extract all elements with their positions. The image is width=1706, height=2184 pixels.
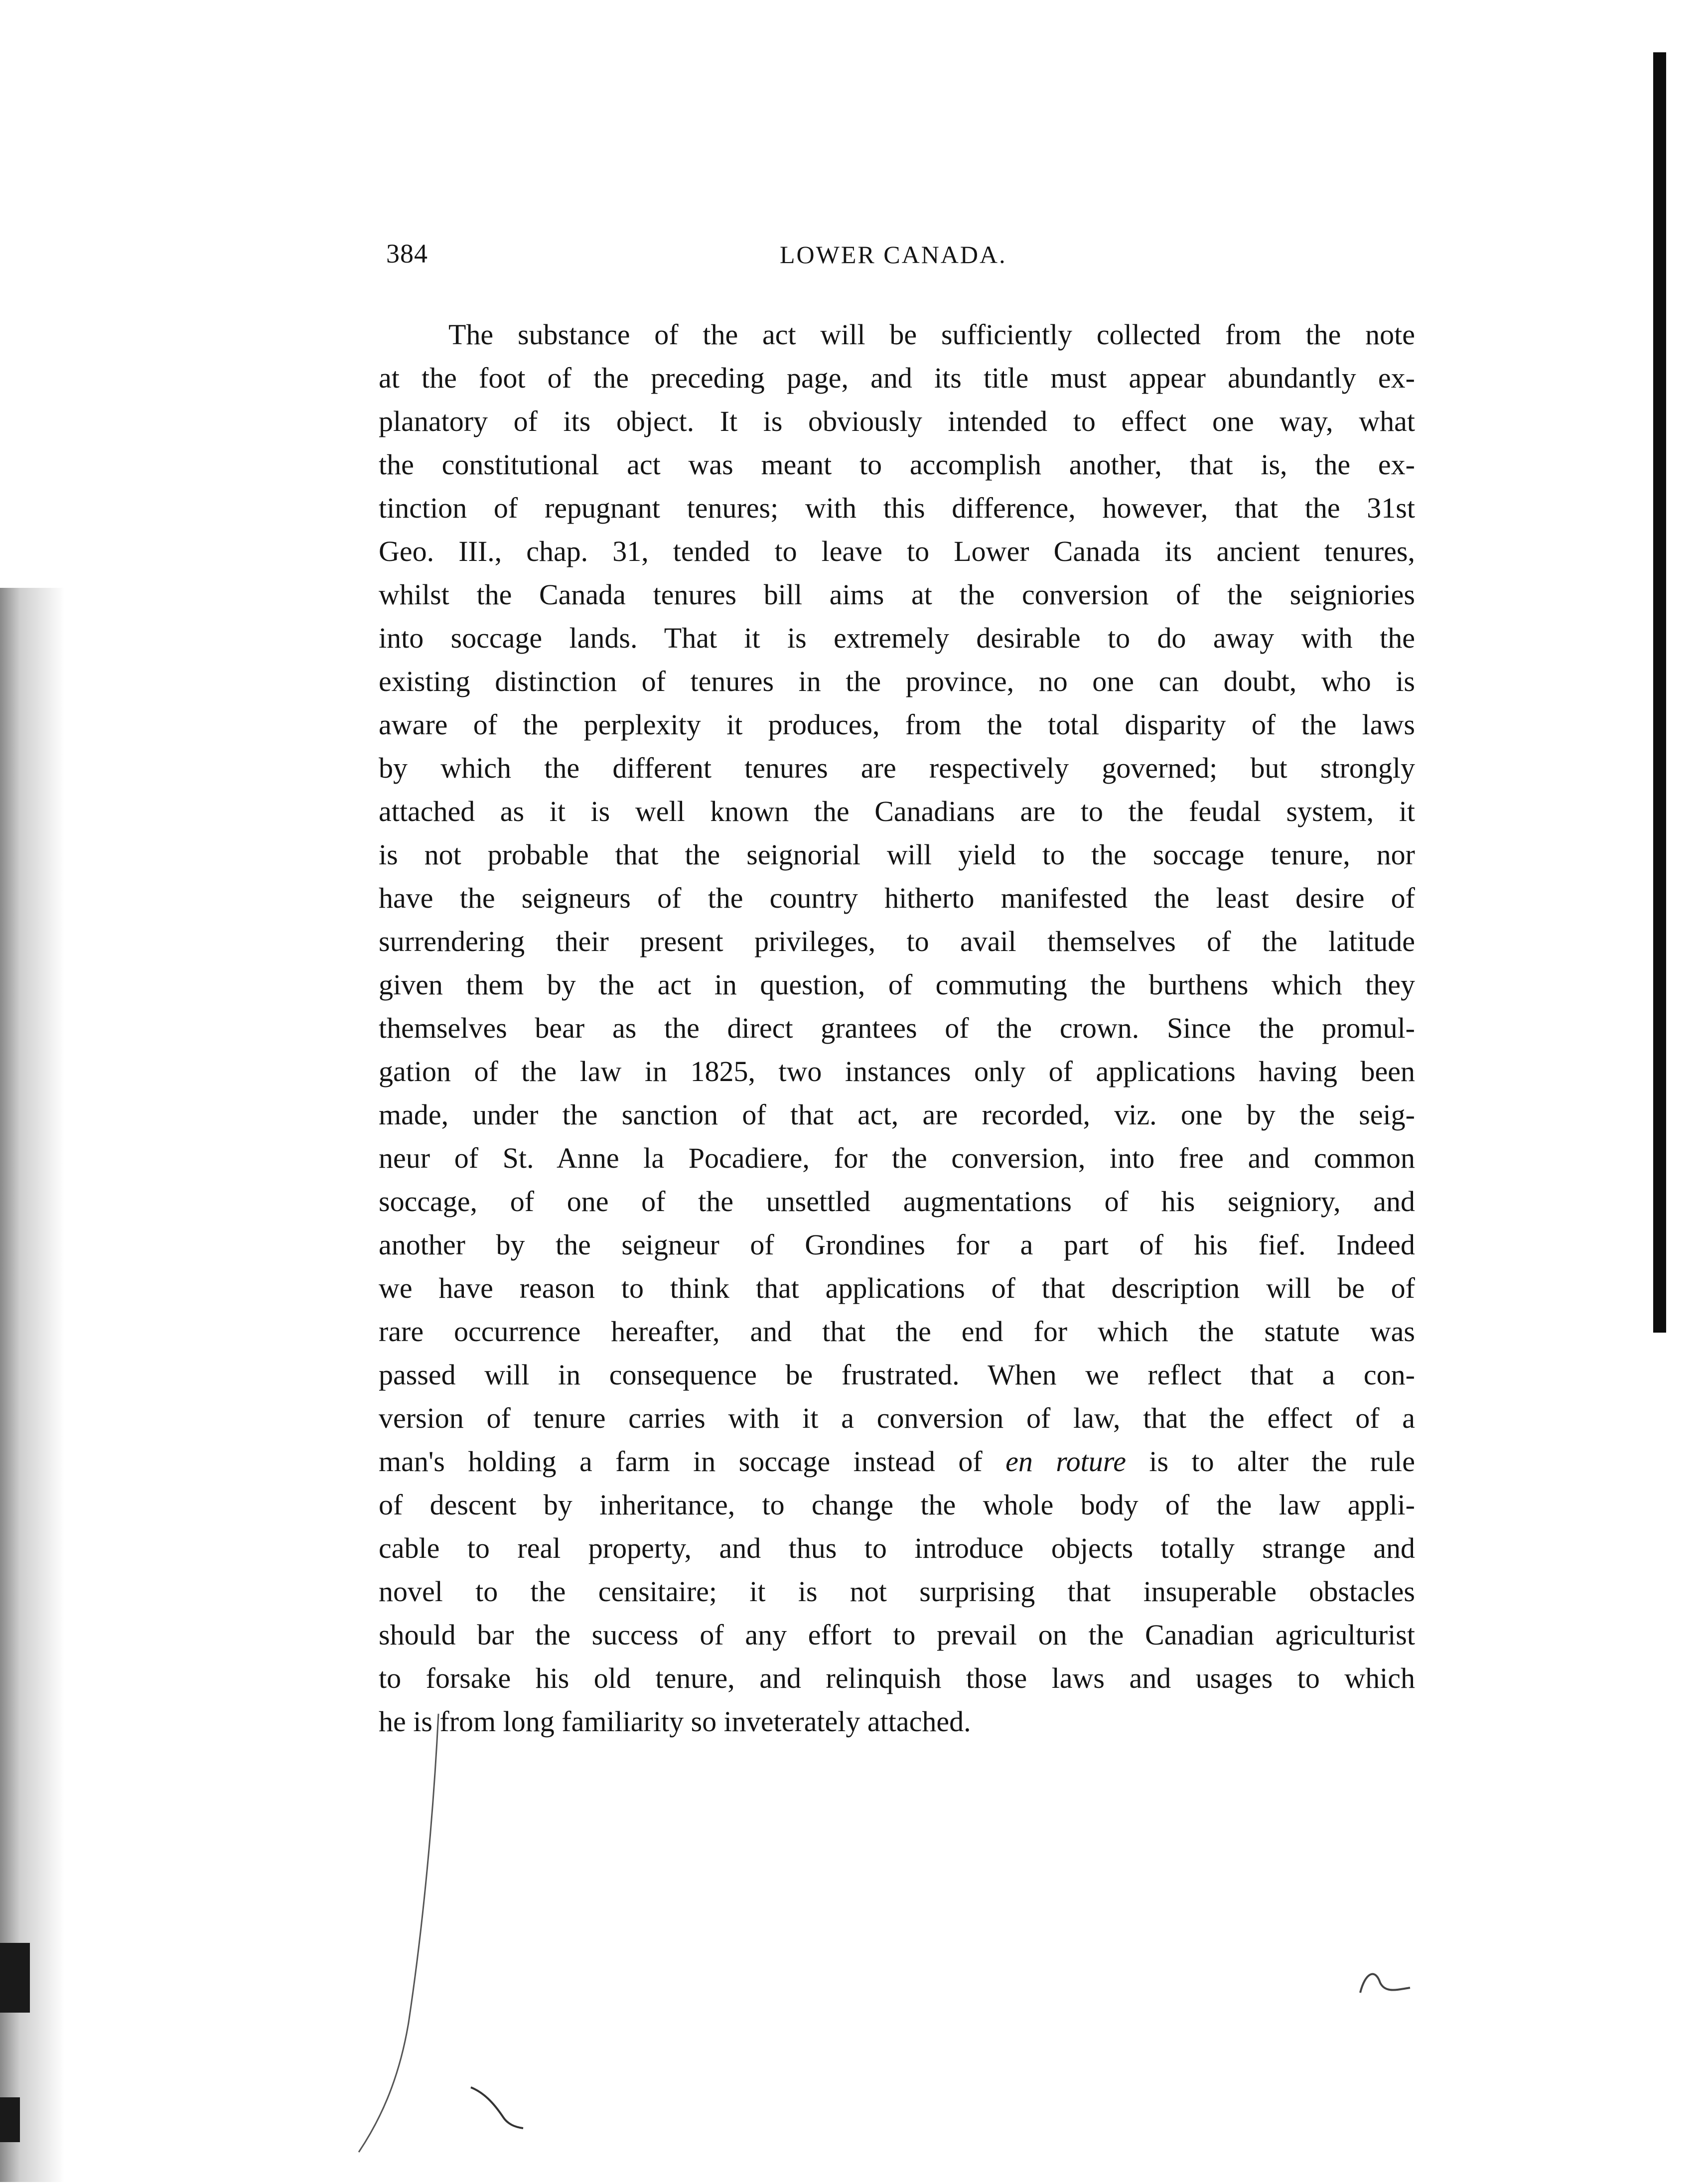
- text-line: made, under the sanction of that act, are recorded, viz. one by the seig-: [379, 1098, 1415, 1131]
- text-line: we have reason to think that applications of that description will be of: [379, 1272, 1415, 1304]
- text-line: into soccage lands. That it is extremely desirable to do away with the: [379, 622, 1415, 654]
- text-line: planatory of its object. It is obviously intended to effect one way, what: [379, 405, 1415, 437]
- text-line: by which the different tenures are respectively governed; but strongly: [379, 752, 1415, 784]
- page-title: LOWER CANADA.: [780, 241, 1007, 269]
- text-line: have the seigneurs of the country hitherto manifested the least desire of: [379, 882, 1415, 914]
- text-line: themselves bear as the direct grantees of the crown. Since the promul-: [379, 1012, 1415, 1044]
- text-line: surrendering their present privileges, to avail themselves of the latitude: [379, 925, 1415, 957]
- text-line: of descent by inheritance, to change the whole body of the law appli-: [379, 1489, 1415, 1521]
- text-line: attached as it is well known the Canadians are to the feudal system, it: [379, 795, 1415, 827]
- text-line: passed will in consequence be frustrated. When we reflect that a con-: [379, 1359, 1415, 1391]
- text-line: existing distinction of tenures in the province, no one can doubt, who is: [379, 665, 1415, 697]
- binding-mark: [0, 2097, 20, 2142]
- text-line: neur of St. Anne la Pocadiere, for the conversion, into free and common: [379, 1142, 1415, 1174]
- pencil-stroke: [349, 1714, 468, 2162]
- text-line: rare occurrence hereafter, and that the end for which the statute was: [379, 1315, 1415, 1348]
- text-line: he is from long familiarity so inveterately attached.: [379, 1705, 971, 1738]
- text-line: The substance of the act will be sufficiently collected from the note: [448, 318, 1415, 351]
- text-line: novel to the censitaire; it is not surprising that insuperable obstacles: [379, 1575, 1415, 1608]
- pencil-scribble: [1355, 1963, 1415, 2003]
- pencil-scribble: [468, 2082, 528, 2132]
- text-line: at the foot of the preceding page, and its title must appear abundantly ex-: [379, 362, 1415, 394]
- text-line: version of tenure carries with it a conversion of law, that the effect of a: [379, 1402, 1415, 1434]
- text-line: Geo. III., chap. 31, tended to leave to Lower Canada its ancient tenures,: [379, 535, 1415, 567]
- text-line: man's holding a farm in soccage instead of en roture is to alter the rule: [379, 1445, 1415, 1478]
- page-edge-bar: [1653, 52, 1666, 1333]
- italic-phrase: en roture: [1005, 1445, 1126, 1478]
- text-line: the constitutional act was meant to accomplish another, that is, the ex-: [379, 448, 1415, 481]
- text-line: is not probable that the seignorial will yield to the soccage tenure, nor: [379, 838, 1415, 871]
- text-line: another by the seigneur of Grondines for a part of his fief. Indeed: [379, 1228, 1415, 1261]
- binding-mark: [0, 1943, 30, 2013]
- text-line: to forsake his old tenure, and relinquish those laws and usages to which: [379, 1662, 1415, 1694]
- text-line: given them by the act in question, of commuting the burthens which they: [379, 968, 1415, 1001]
- running-head: [386, 238, 1413, 278]
- text-line: whilst the Canada tenures bill aims at the conversion of the seigniories: [379, 578, 1415, 611]
- text-line: should bar the success of any effort to prevail on the Canadian agriculturist: [379, 1619, 1415, 1651]
- page-number: 384: [386, 239, 428, 269]
- body-paragraph: [379, 313, 1415, 1743]
- text-line: cable to real property, and thus to introduce objects totally strange and: [379, 1532, 1415, 1564]
- text-line: aware of the perplexity it produces, from the total disparity of the laws: [379, 708, 1415, 741]
- text-line: gation of the law in 1825, two instances only of applications having been: [379, 1055, 1415, 1088]
- text-line: soccage, of one of the unsettled augmentations of his seigniory, and: [379, 1185, 1415, 1218]
- text-line: tinction of repugnant tenures; with this difference, however, that the 31st: [379, 492, 1415, 524]
